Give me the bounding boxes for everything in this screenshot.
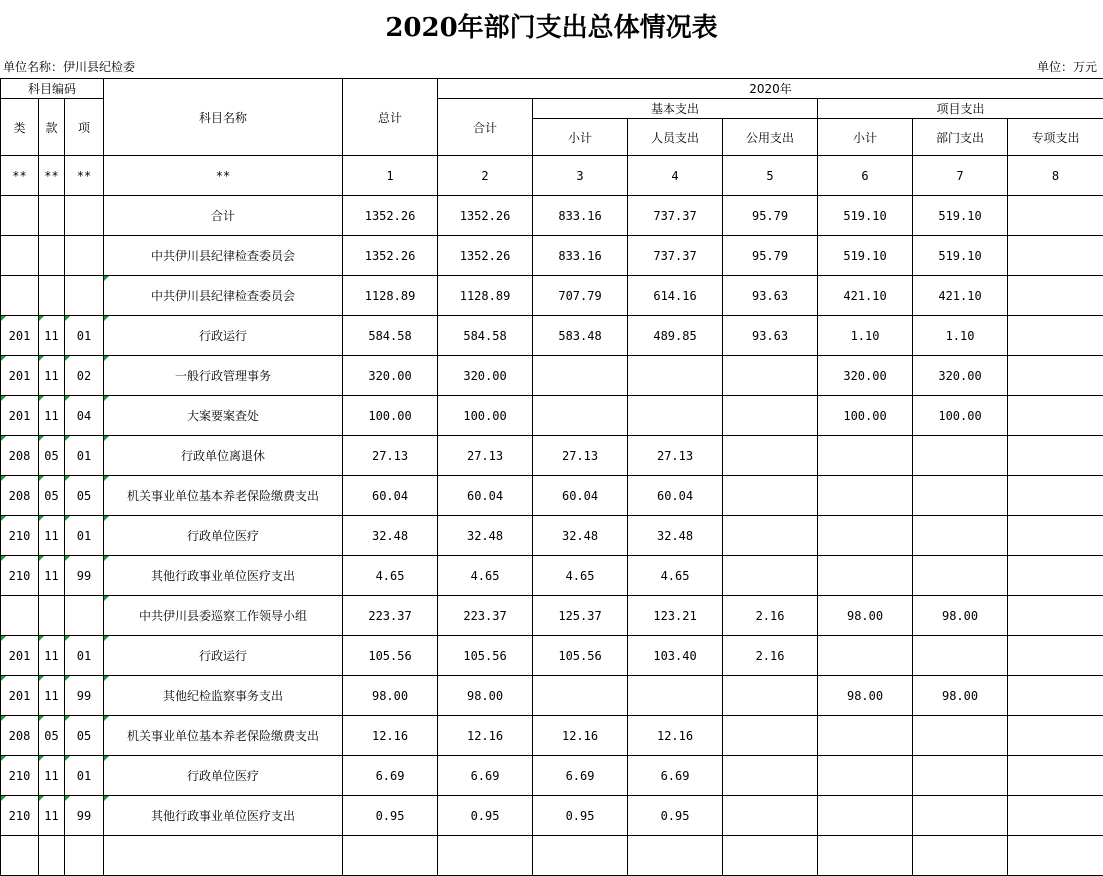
cell-basic-subtotal: 105.56 bbox=[533, 636, 628, 676]
cell-special bbox=[1008, 756, 1103, 796]
table-row bbox=[1, 436, 1103, 476]
cell-lei: 208 bbox=[1, 716, 39, 756]
cell-public bbox=[723, 756, 818, 796]
table-row bbox=[1, 636, 1103, 676]
cell-personnel: 27.13 bbox=[628, 436, 723, 476]
table-row bbox=[1, 676, 1103, 716]
cell-dept: 98.00 bbox=[913, 596, 1008, 636]
cell-heji: 60.04 bbox=[438, 476, 533, 516]
cell-basic-subtotal: 27.13 bbox=[533, 436, 628, 476]
cell-basic-subtotal: 125.37 bbox=[533, 596, 628, 636]
cell-total: 100.00 bbox=[343, 396, 438, 436]
cell-kuan: 11 bbox=[39, 756, 65, 796]
cell-special bbox=[1008, 796, 1103, 836]
cell-personnel: 32.48 bbox=[628, 516, 723, 556]
blank-cell bbox=[1, 836, 39, 876]
cell-heji: 584.58 bbox=[438, 316, 533, 356]
cell-dept: 519.10 bbox=[913, 196, 1008, 236]
cell-public bbox=[723, 676, 818, 716]
cell-subject-name: 行政单位离退休 bbox=[104, 436, 343, 476]
cell-project-subtotal: 98.00 bbox=[818, 596, 913, 636]
table-row bbox=[1, 356, 1103, 396]
header-xiang: 项 bbox=[65, 99, 104, 156]
cell-xiang: 01 bbox=[65, 756, 104, 796]
cell-public bbox=[723, 796, 818, 836]
cell-kuan: 05 bbox=[39, 436, 65, 476]
cell-kuan: 11 bbox=[39, 636, 65, 676]
cell-total: 105.56 bbox=[343, 636, 438, 676]
blank-row bbox=[1, 836, 1103, 876]
header-public: 公用支出 bbox=[723, 119, 818, 156]
cell-total: 12.16 bbox=[343, 716, 438, 756]
cell-project-subtotal: 1.10 bbox=[818, 316, 913, 356]
index-cell: 1 bbox=[343, 156, 438, 196]
index-cell: 6 bbox=[818, 156, 913, 196]
cell-total: 1352.26 bbox=[343, 236, 438, 276]
cell-heji: 4.65 bbox=[438, 556, 533, 596]
index-cell: ** bbox=[1, 156, 39, 196]
cell-subject-name: 其他行政事业单位医疗支出 bbox=[104, 796, 343, 836]
cell-xiang: 01 bbox=[65, 436, 104, 476]
cell-total: 98.00 bbox=[343, 676, 438, 716]
cell-special bbox=[1008, 596, 1103, 636]
cell-basic-subtotal: 833.16 bbox=[533, 236, 628, 276]
cell-subject-name: 机关事业单位基本养老保险缴费支出 bbox=[104, 476, 343, 516]
table-row bbox=[1, 196, 1103, 236]
cell-project-subtotal bbox=[818, 716, 913, 756]
cell-project-subtotal: 519.10 bbox=[818, 196, 913, 236]
blank-cell bbox=[438, 836, 533, 876]
cell-basic-subtotal bbox=[533, 356, 628, 396]
cell-subject-name: 一般行政管理事务 bbox=[104, 356, 343, 396]
cell-kuan: 11 bbox=[39, 796, 65, 836]
cell-heji: 1128.89 bbox=[438, 276, 533, 316]
cell-public bbox=[723, 396, 818, 436]
cell-basic-subtotal: 6.69 bbox=[533, 756, 628, 796]
table-row bbox=[1, 236, 1103, 276]
cell-project-subtotal bbox=[818, 756, 913, 796]
cell-heji: 223.37 bbox=[438, 596, 533, 636]
cell-lei: 210 bbox=[1, 556, 39, 596]
cell-xiang bbox=[65, 196, 104, 236]
cell-public: 95.79 bbox=[723, 196, 818, 236]
cell-subject-name: 大案要案查处 bbox=[104, 396, 343, 436]
cell-public bbox=[723, 716, 818, 756]
index-cell: 4 bbox=[628, 156, 723, 196]
header-dept: 部门支出 bbox=[913, 119, 1008, 156]
cell-basic-subtotal: 32.48 bbox=[533, 516, 628, 556]
cell-project-subtotal: 98.00 bbox=[818, 676, 913, 716]
cell-basic-subtotal: 12.16 bbox=[533, 716, 628, 756]
cell-special bbox=[1008, 236, 1103, 276]
cell-xiang: 99 bbox=[65, 676, 104, 716]
cell-public: 2.16 bbox=[723, 636, 818, 676]
cell-subject-name: 合计 bbox=[104, 196, 343, 236]
blank-cell bbox=[818, 836, 913, 876]
header-project-subtotal: 小计 bbox=[818, 119, 913, 156]
blank-cell bbox=[65, 836, 104, 876]
cell-lei bbox=[1, 196, 39, 236]
cell-dept bbox=[913, 636, 1008, 676]
cell-subject-name: 机关事业单位基本养老保险缴费支出 bbox=[104, 716, 343, 756]
cell-project-subtotal bbox=[818, 476, 913, 516]
cell-total: 1128.89 bbox=[343, 276, 438, 316]
header-kuan: 款 bbox=[39, 99, 65, 156]
cell-dept: 421.10 bbox=[913, 276, 1008, 316]
cell-dept: 100.00 bbox=[913, 396, 1008, 436]
cell-kuan bbox=[39, 236, 65, 276]
table-row bbox=[1, 476, 1103, 516]
cell-basic-subtotal: 707.79 bbox=[533, 276, 628, 316]
cell-public bbox=[723, 356, 818, 396]
cell-personnel: 12.16 bbox=[628, 716, 723, 756]
cell-basic-subtotal bbox=[533, 676, 628, 716]
cell-project-subtotal bbox=[818, 556, 913, 596]
cell-subject-name: 其他行政事业单位医疗支出 bbox=[104, 556, 343, 596]
page-title: 2020年部门支出总体情况表 bbox=[385, 13, 718, 43]
blank-cell bbox=[723, 836, 818, 876]
cell-kuan: 11 bbox=[39, 676, 65, 716]
cell-public: 95.79 bbox=[723, 236, 818, 276]
cell-dept bbox=[913, 716, 1008, 756]
cell-personnel: 737.37 bbox=[628, 196, 723, 236]
header-personnel: 人员支出 bbox=[628, 119, 723, 156]
cell-lei bbox=[1, 236, 39, 276]
cell-heji: 27.13 bbox=[438, 436, 533, 476]
cell-special bbox=[1008, 476, 1103, 516]
cell-heji: 0.95 bbox=[438, 796, 533, 836]
cell-xiang: 05 bbox=[65, 476, 104, 516]
cell-kuan bbox=[39, 596, 65, 636]
cell-kuan: 11 bbox=[39, 356, 65, 396]
cell-special bbox=[1008, 396, 1103, 436]
cell-xiang: 99 bbox=[65, 556, 104, 596]
cell-project-subtotal: 100.00 bbox=[818, 396, 913, 436]
cell-special bbox=[1008, 636, 1103, 676]
cell-basic-subtotal: 583.48 bbox=[533, 316, 628, 356]
cell-public: 2.16 bbox=[723, 596, 818, 636]
blank-cell bbox=[39, 836, 65, 876]
cell-total: 6.69 bbox=[343, 756, 438, 796]
cell-project-subtotal bbox=[818, 436, 913, 476]
cell-xiang: 02 bbox=[65, 356, 104, 396]
cell-total: 32.48 bbox=[343, 516, 438, 556]
cell-total: 584.58 bbox=[343, 316, 438, 356]
cell-personnel: 123.21 bbox=[628, 596, 723, 636]
cell-total: 60.04 bbox=[343, 476, 438, 516]
cell-total: 4.65 bbox=[343, 556, 438, 596]
cell-project-subtotal: 320.00 bbox=[818, 356, 913, 396]
cell-kuan: 11 bbox=[39, 316, 65, 356]
cell-lei: 201 bbox=[1, 676, 39, 716]
header-subject-name: 科目名称 bbox=[104, 79, 343, 156]
header-basic-subtotal: 小计 bbox=[533, 119, 628, 156]
cell-special bbox=[1008, 276, 1103, 316]
cell-lei: 201 bbox=[1, 356, 39, 396]
header-special: 专项支出 bbox=[1008, 119, 1103, 156]
table-row bbox=[1, 796, 1103, 836]
cell-heji: 105.56 bbox=[438, 636, 533, 676]
cell-kuan bbox=[39, 276, 65, 316]
header-heji: 合计 bbox=[438, 99, 533, 156]
header-subject-code: 科目编码 bbox=[1, 79, 104, 99]
cell-project-subtotal bbox=[818, 636, 913, 676]
cell-special bbox=[1008, 516, 1103, 556]
cell-lei: 208 bbox=[1, 436, 39, 476]
cell-personnel: 6.69 bbox=[628, 756, 723, 796]
cell-total: 0.95 bbox=[343, 796, 438, 836]
cell-personnel: 489.85 bbox=[628, 316, 723, 356]
cell-dept bbox=[913, 436, 1008, 476]
cell-basic-subtotal bbox=[533, 396, 628, 436]
cell-heji: 320.00 bbox=[438, 356, 533, 396]
cell-subject-name: 行政运行 bbox=[104, 316, 343, 356]
expenditure-table bbox=[0, 78, 1103, 876]
cell-heji: 12.16 bbox=[438, 716, 533, 756]
cell-total: 320.00 bbox=[343, 356, 438, 396]
cell-xiang: 01 bbox=[65, 516, 104, 556]
cell-heji: 6.69 bbox=[438, 756, 533, 796]
index-cell: 8 bbox=[1008, 156, 1103, 196]
blank-cell bbox=[913, 836, 1008, 876]
cell-kuan: 11 bbox=[39, 556, 65, 596]
header-lei: 类 bbox=[1, 99, 39, 156]
cell-project-subtotal bbox=[818, 516, 913, 556]
cell-personnel: 614.16 bbox=[628, 276, 723, 316]
cell-personnel: 103.40 bbox=[628, 636, 723, 676]
cell-kuan bbox=[39, 196, 65, 236]
cell-lei: 201 bbox=[1, 316, 39, 356]
cell-special bbox=[1008, 316, 1103, 356]
cell-dept: 320.00 bbox=[913, 356, 1008, 396]
cell-basic-subtotal: 4.65 bbox=[533, 556, 628, 596]
cell-subject-name: 行政单位医疗 bbox=[104, 516, 343, 556]
cell-heji: 100.00 bbox=[438, 396, 533, 436]
table-row bbox=[1, 516, 1103, 556]
table-row bbox=[1, 716, 1103, 756]
cell-personnel bbox=[628, 356, 723, 396]
cell-lei: 210 bbox=[1, 796, 39, 836]
cell-subject-name: 其他纪检监察事务支出 bbox=[104, 676, 343, 716]
cell-dept: 519.10 bbox=[913, 236, 1008, 276]
cell-dept: 98.00 bbox=[913, 676, 1008, 716]
cell-xiang: 01 bbox=[65, 316, 104, 356]
index-cell: 3 bbox=[533, 156, 628, 196]
cell-lei: 208 bbox=[1, 476, 39, 516]
cell-heji: 32.48 bbox=[438, 516, 533, 556]
blank-cell bbox=[343, 836, 438, 876]
index-cell: ** bbox=[39, 156, 65, 196]
table-row bbox=[1, 756, 1103, 796]
header-year: 2020年 bbox=[438, 79, 1103, 99]
cell-subject-name: 行政单位医疗 bbox=[104, 756, 343, 796]
cell-dept bbox=[913, 476, 1008, 516]
cell-personnel: 4.65 bbox=[628, 556, 723, 596]
cell-xiang: 04 bbox=[65, 396, 104, 436]
index-cell: 5 bbox=[723, 156, 818, 196]
cell-personnel: 737.37 bbox=[628, 236, 723, 276]
cell-heji: 1352.26 bbox=[438, 196, 533, 236]
cell-lei bbox=[1, 596, 39, 636]
cell-dept bbox=[913, 516, 1008, 556]
index-cell: ** bbox=[65, 156, 104, 196]
table-row bbox=[1, 556, 1103, 596]
cell-xiang bbox=[65, 596, 104, 636]
cell-kuan: 05 bbox=[39, 716, 65, 756]
index-cell: ** bbox=[104, 156, 343, 196]
cell-special bbox=[1008, 196, 1103, 236]
cell-xiang: 05 bbox=[65, 716, 104, 756]
cell-total: 27.13 bbox=[343, 436, 438, 476]
blank-cell bbox=[104, 836, 343, 876]
unit-label: 单位：万元 bbox=[1036, 60, 1097, 74]
cell-special bbox=[1008, 676, 1103, 716]
cell-basic-subtotal: 0.95 bbox=[533, 796, 628, 836]
cell-xiang: 99 bbox=[65, 796, 104, 836]
blank-cell bbox=[628, 836, 723, 876]
header-project-expenditure: 项目支出 bbox=[818, 99, 1103, 119]
index-cell: 2 bbox=[438, 156, 533, 196]
cell-basic-subtotal: 60.04 bbox=[533, 476, 628, 516]
cell-lei: 210 bbox=[1, 756, 39, 796]
cell-project-subtotal bbox=[818, 796, 913, 836]
cell-public bbox=[723, 476, 818, 516]
table-row bbox=[1, 276, 1103, 316]
cell-total: 1352.26 bbox=[343, 196, 438, 236]
cell-dept: 1.10 bbox=[913, 316, 1008, 356]
cell-kuan: 11 bbox=[39, 516, 65, 556]
cell-dept bbox=[913, 556, 1008, 596]
cell-public: 93.63 bbox=[723, 316, 818, 356]
cell-dept bbox=[913, 796, 1008, 836]
cell-project-subtotal: 519.10 bbox=[818, 236, 913, 276]
index-cell: 7 bbox=[913, 156, 1008, 196]
cell-subject-name: 中共伊川县委巡察工作领导小组 bbox=[104, 596, 343, 636]
cell-lei: 201 bbox=[1, 636, 39, 676]
cell-special bbox=[1008, 436, 1103, 476]
cell-xiang bbox=[65, 236, 104, 276]
cell-total: 223.37 bbox=[343, 596, 438, 636]
cell-kuan: 05 bbox=[39, 476, 65, 516]
cell-personnel: 60.04 bbox=[628, 476, 723, 516]
cell-public: 93.63 bbox=[723, 276, 818, 316]
cell-special bbox=[1008, 556, 1103, 596]
cell-heji: 98.00 bbox=[438, 676, 533, 716]
cell-xiang bbox=[65, 276, 104, 316]
cell-dept bbox=[913, 756, 1008, 796]
cell-project-subtotal: 421.10 bbox=[818, 276, 913, 316]
table-row bbox=[1, 316, 1103, 356]
cell-special bbox=[1008, 716, 1103, 756]
blank-cell bbox=[533, 836, 628, 876]
cell-public bbox=[723, 516, 818, 556]
cell-subject-name: 中共伊川县纪律检查委员会 bbox=[104, 276, 343, 316]
table-row bbox=[1, 596, 1103, 636]
cell-public bbox=[723, 436, 818, 476]
header-basic-expenditure: 基本支出 bbox=[533, 99, 818, 119]
table-row bbox=[1, 396, 1103, 436]
cell-lei: 210 bbox=[1, 516, 39, 556]
cell-special bbox=[1008, 356, 1103, 396]
cell-kuan: 11 bbox=[39, 396, 65, 436]
cell-personnel: 0.95 bbox=[628, 796, 723, 836]
cell-public bbox=[723, 556, 818, 596]
cell-lei bbox=[1, 276, 39, 316]
blank-cell bbox=[1008, 836, 1103, 876]
cell-heji: 1352.26 bbox=[438, 236, 533, 276]
index-row bbox=[1, 156, 1103, 196]
cell-personnel bbox=[628, 676, 723, 716]
header-total: 总计 bbox=[343, 79, 438, 156]
cell-personnel bbox=[628, 396, 723, 436]
unit-name-label: 单位名称：伊川县纪检委 bbox=[3, 60, 136, 74]
cell-basic-subtotal: 833.16 bbox=[533, 196, 628, 236]
cell-xiang: 01 bbox=[65, 636, 104, 676]
cell-subject-name: 中共伊川县纪律检查委员会 bbox=[104, 236, 343, 276]
cell-lei: 201 bbox=[1, 396, 39, 436]
cell-subject-name: 行政运行 bbox=[104, 636, 343, 676]
